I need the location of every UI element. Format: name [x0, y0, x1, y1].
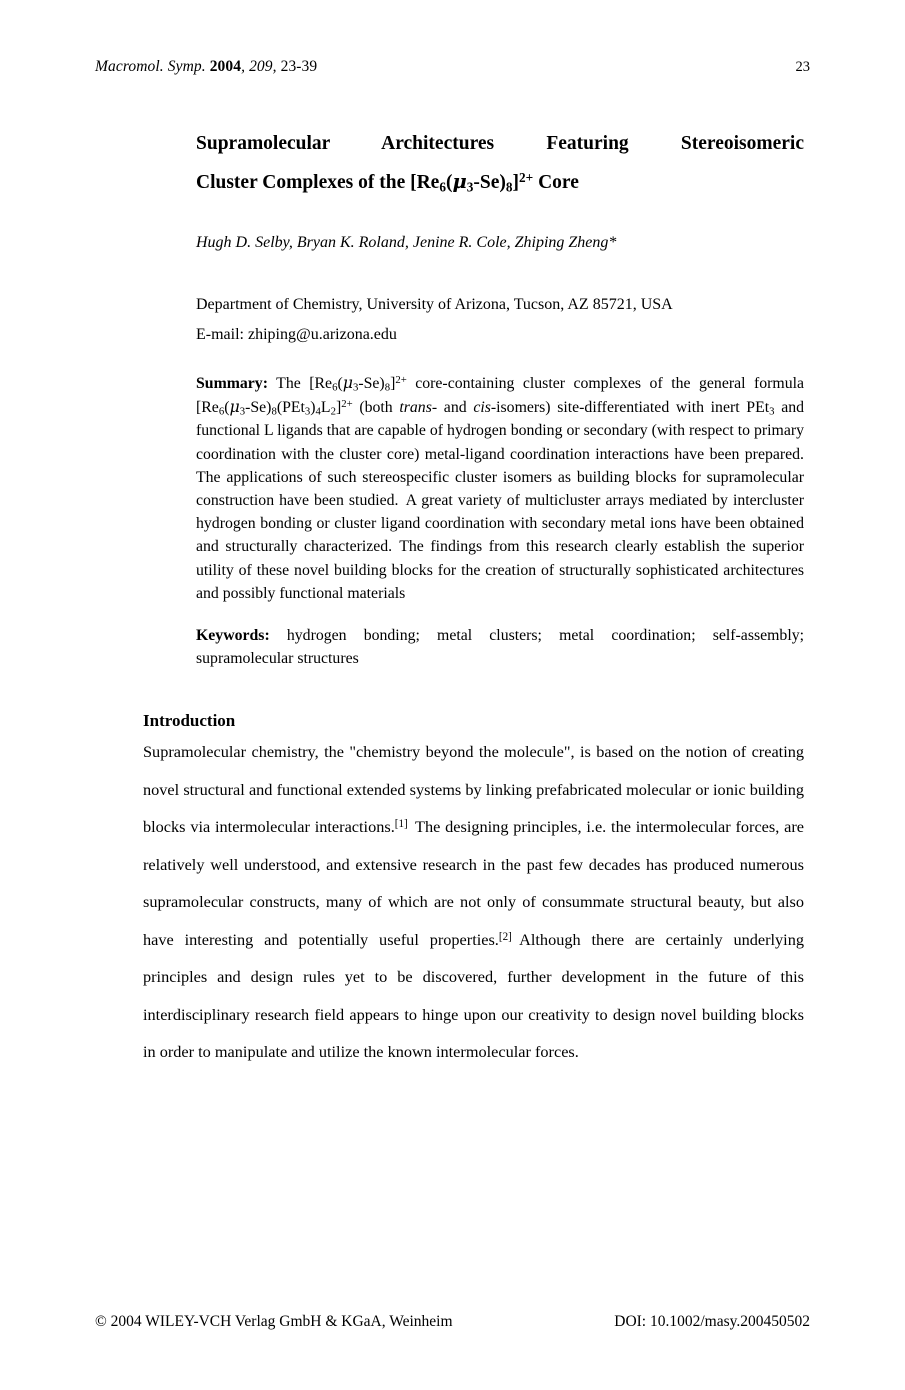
summary-seg-7: (both: [352, 399, 400, 417]
title-charge: 2+: [519, 170, 534, 186]
paren-open-a: (: [337, 375, 343, 392]
affiliation-block: [196, 290, 806, 350]
bracket-close-b: ]: [335, 399, 342, 417]
comma-2: ,: [272, 58, 277, 75]
summary-seg-1: The [Re: [267, 375, 333, 392]
copyright-notice: © 2004 WILEY-VCH Verlag GmbH & KGaA, Weinheim: [95, 1313, 453, 1330]
isomer-cis: cis: [473, 399, 491, 417]
journal-name: Macromol. Symp.: [95, 58, 206, 75]
paren-close-b: ): [310, 399, 316, 417]
comma-1: ,: [241, 58, 246, 75]
summary-sub-et: 3: [304, 405, 311, 418]
summary-seg-12: The findings from this research clearly establish the superior utility of these novel building blocks for the creation of structurally sophisticated architectures and possibly functional materials: [196, 538, 804, 602]
summary-label: Summary:: [196, 375, 268, 392]
section-heading-introduction: Introduction: [143, 711, 236, 731]
doi-text: DOI: 10.1002/masy.200450502: [614, 1313, 810, 1330]
abstract-summary: [196, 371, 804, 605]
journal-pages: 23-39: [280, 58, 318, 75]
mu-symbol-b: μ: [229, 397, 240, 417]
summary-seg-3: core-containing cluster complexes of the general formula [Re: [196, 375, 804, 417]
bracket-close: ]: [512, 172, 519, 194]
mu-symbol: μ: [452, 170, 467, 194]
title-formula-mid: -Se): [473, 172, 506, 194]
title-sub-mu: 3: [466, 179, 474, 195]
title-line-1: Supramolecular Architectures Featuring Stereoisomeric: [196, 133, 804, 155]
summary-seg-2: -Se): [358, 375, 385, 392]
summary-sub-mu-1: 3: [352, 381, 359, 394]
summary-seg-6: L: [320, 399, 331, 417]
body-part-2: The designing principles, i.e. the intermolecular forces, are relatively well understood, and extensive research in the past few decades has produced numerous supramolecular constructs, many of which are not only of consummate structural beauty, but also have interesting and potentially useful properties.: [143, 817, 805, 949]
body-paragraph-introduction: [143, 733, 804, 1071]
summary-seg-5: (PEt: [276, 399, 305, 417]
summary-seg-4: -Se): [245, 399, 272, 417]
page-title: [196, 125, 804, 202]
summary-sub-pet3: 3: [769, 405, 775, 418]
summary-sub-four: 4: [315, 405, 321, 418]
bracket-close-a: ]: [390, 375, 396, 392]
title-line-2: [196, 163, 804, 202]
summary-seg-10: and functional L ligands that are capable of hydrogen bonding or secondary (with respect to primary coordination with the cluster core) metal-ligand coordination interactions have been prepared. The applications of such stereospecific cluster isomers as building blocks for supramolecular construction have been studied.: [196, 399, 805, 510]
paren-open-b: (: [224, 399, 230, 417]
keywords-block: [196, 624, 804, 670]
summary-sub-se-2: 8: [271, 405, 277, 418]
affiliation-email: E-mail: zhiping@u.arizona.edu: [196, 326, 397, 343]
journal-year: 2004: [209, 58, 242, 75]
paren-open: (: [445, 172, 453, 194]
summary-seg-8: - and: [431, 399, 474, 417]
title-formula-prefix: Cluster Complexes of the [Re: [196, 172, 440, 194]
isomer-trans: trans: [399, 399, 432, 417]
summary-sub-re-1: 6: [332, 381, 338, 394]
mu-symbol-a: μ: [342, 373, 353, 392]
keywords-label: Keywords:: [196, 627, 270, 644]
author-list: Hugh D. Selby, Bryan K. Roland, Jenine R. Cole, Zhiping Zheng*: [196, 234, 617, 251]
summary-sub-se-1: 8: [384, 381, 391, 394]
title-sub-se: 8: [505, 179, 513, 195]
page-number: 23: [795, 59, 810, 75]
summary-charge-2: 2+: [341, 398, 353, 411]
journal-volume: 209: [249, 58, 273, 75]
title-sub-re: 6: [439, 179, 446, 195]
body-part-3: Although there are certainly underlying principles and design rules yet to be discovered, further development in the future of this interdisciplinary research field appears to hinge upon our creativity to design novel building blocks in order to manipulate and utilize the known intermolecular forces.: [143, 929, 804, 1061]
running-header: [95, 58, 810, 76]
summary-seg-9: -isomers) site-differentiated with inert PEt: [490, 399, 770, 417]
citation-1: [1]: [394, 818, 408, 831]
summary-sub-re-2: 6: [218, 405, 225, 418]
citation-2: [2]: [498, 930, 512, 943]
affiliation-address: Department of Chemistry, University of Arizona, Tucson, AZ 85721, USA: [196, 296, 673, 313]
summary-charge-1: 2+: [395, 374, 407, 387]
title-suffix: Core: [533, 172, 579, 194]
summary-sub-two: 2: [330, 405, 336, 418]
page-footer: [95, 1313, 810, 1331]
body-part-1: Supramolecular chemistry, the "chemistry beyond the molecule", is based on the notion of creating novel structural and functional extended systems by linking prefabricated molecular or ionic building blocks via intermolecular interactions.: [143, 742, 804, 836]
summary-sub-mu-2: 3: [239, 405, 246, 418]
journal-citation: [95, 58, 317, 76]
summary-seg-11: A great variety of multicluster arrays mediated by intercluster hydrogen bonding or cluster ligand coordination with secondary metal ions have been obtained and structurally characterized.: [196, 492, 804, 556]
keywords-text: hydrogen bonding; metal clusters; metal coordination; self-assembly; supramolecular structures: [196, 627, 804, 668]
